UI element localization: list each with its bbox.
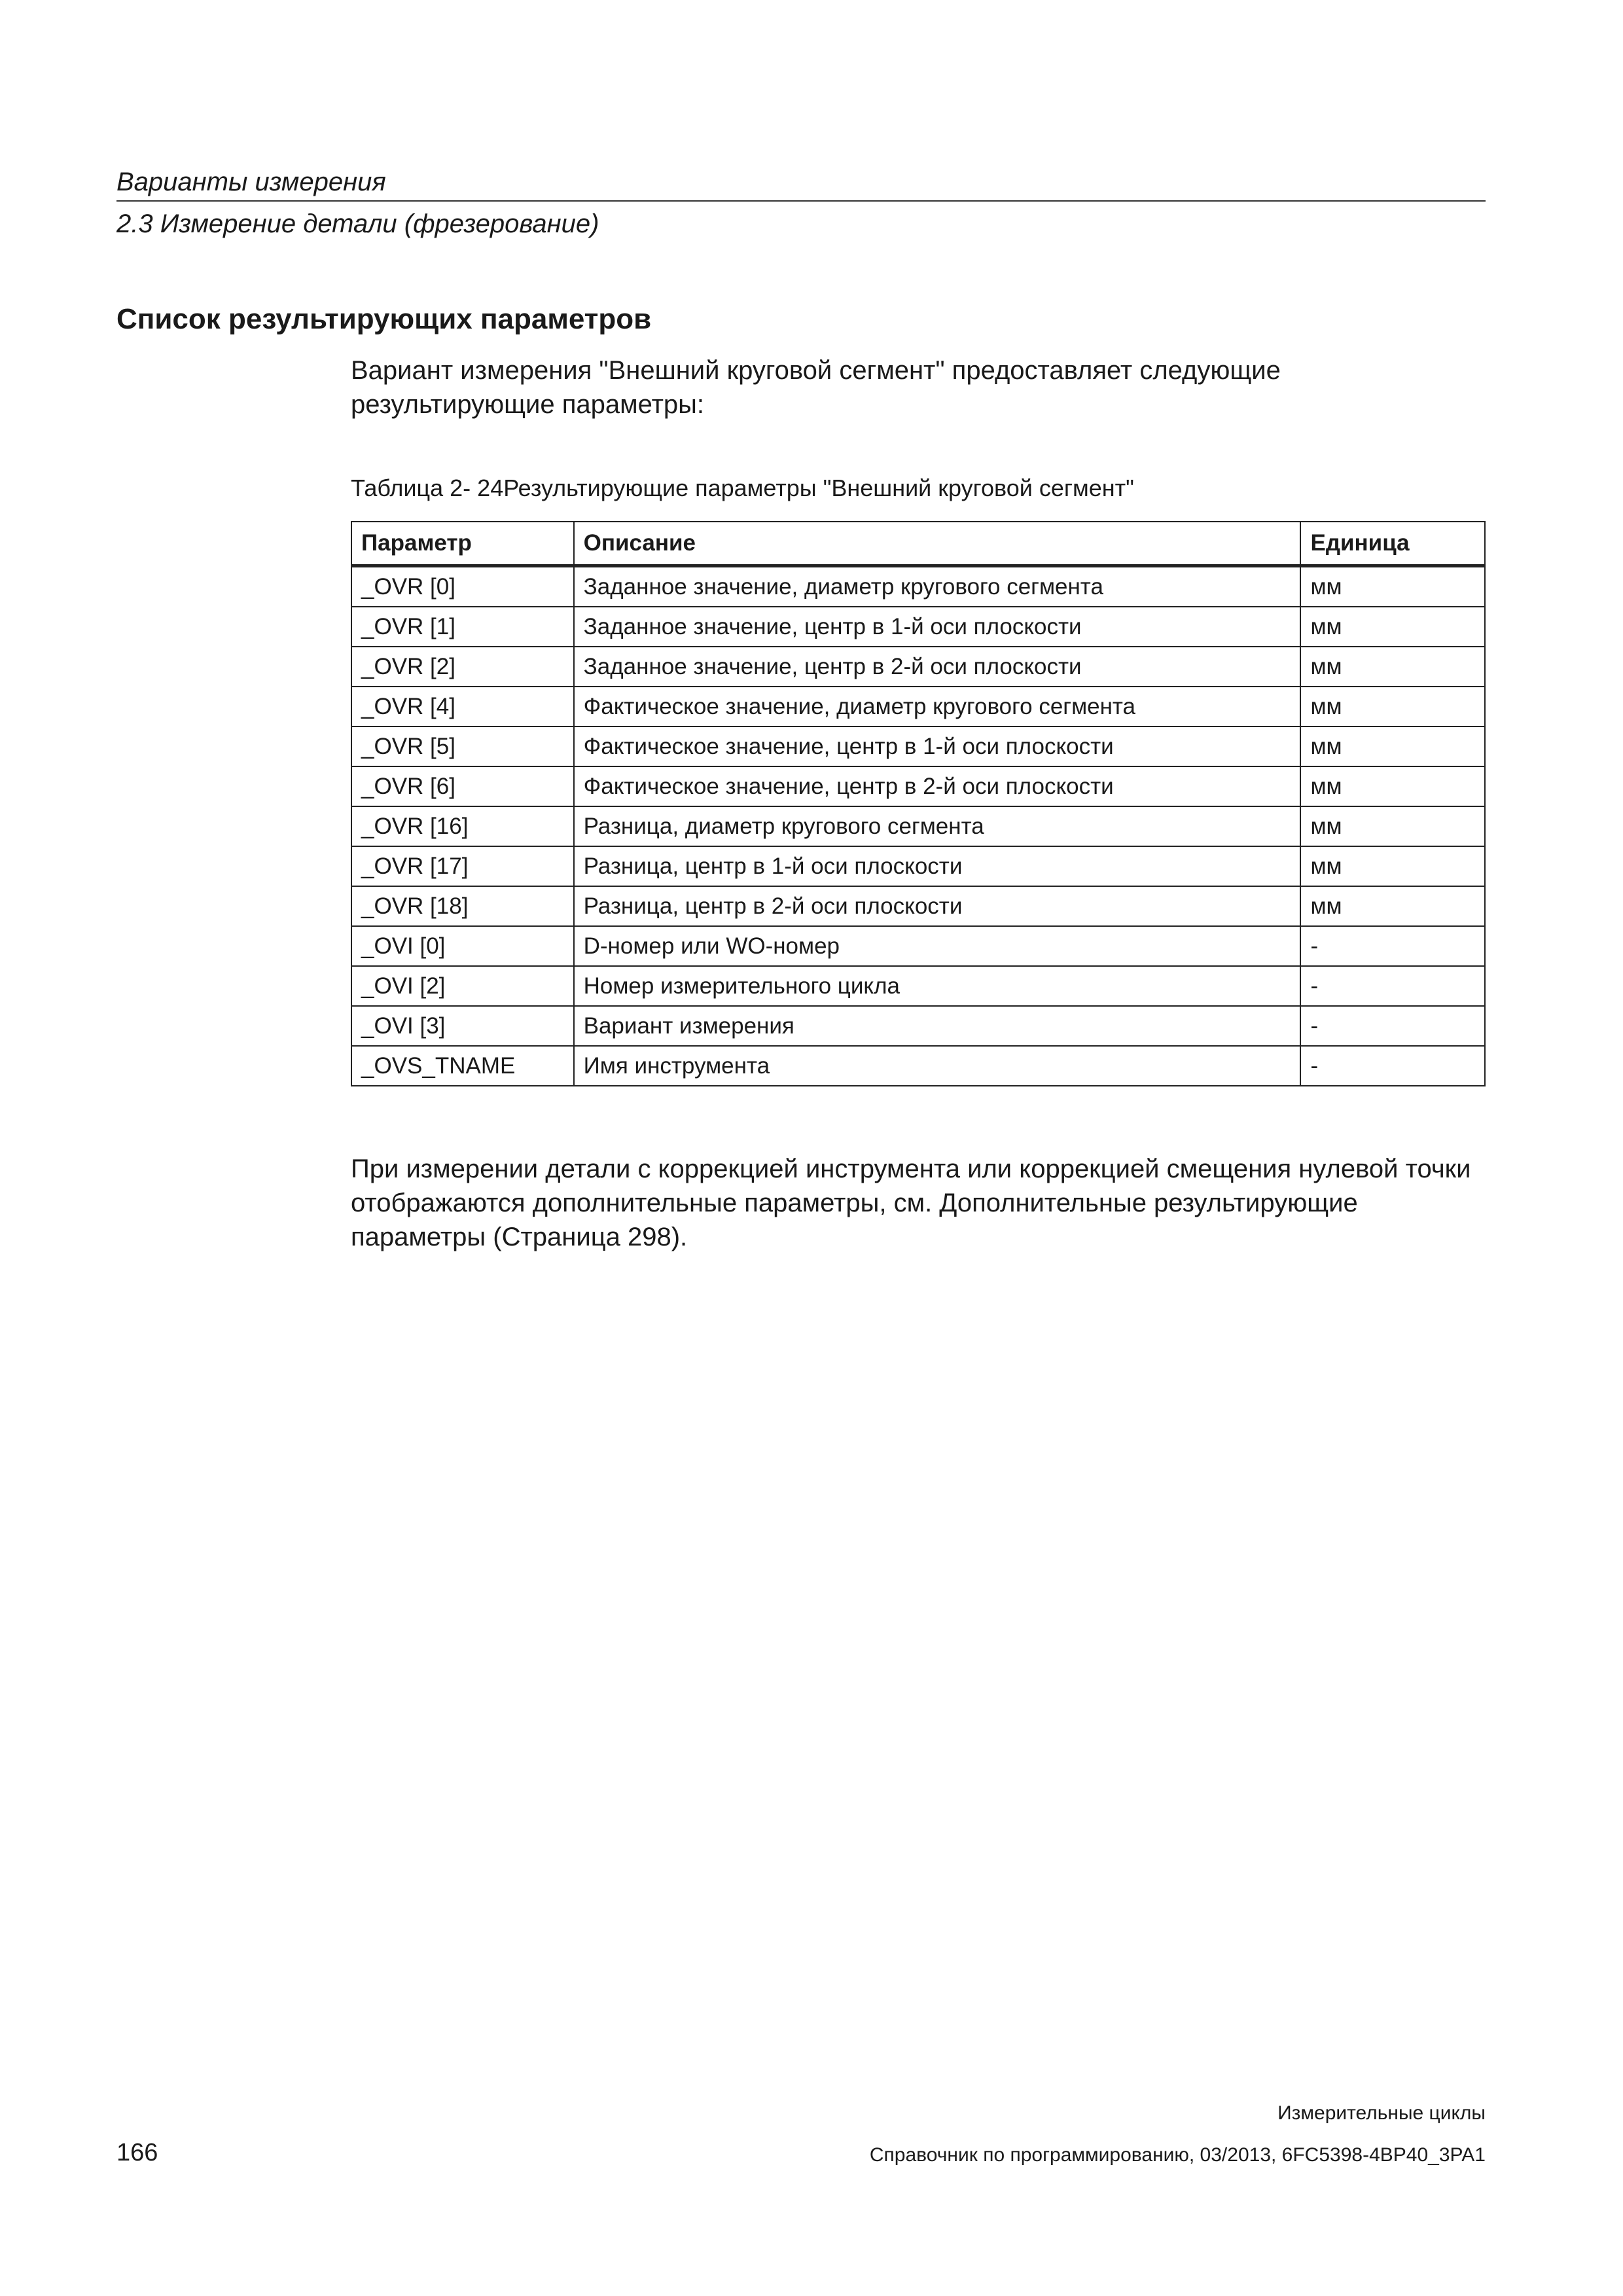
cell-parameter: _OVR [6] xyxy=(351,766,574,806)
table-row xyxy=(351,1046,1485,1086)
cell-parameter: _OVR [5] xyxy=(351,726,574,766)
table-row xyxy=(351,607,1485,647)
cell-unit: мм xyxy=(1300,607,1485,647)
cell-description: Разница, центр в 1-й оси плоскости xyxy=(574,846,1301,886)
cell-description: D-номер или WO-номер xyxy=(574,926,1301,966)
table-row xyxy=(351,926,1485,966)
running-header-section: 2.3 Измерение детали (фрезерование) xyxy=(116,209,599,238)
table-row xyxy=(351,687,1485,726)
cell-description: Заданное значение, центр в 1-й оси плоскости xyxy=(574,607,1301,647)
cell-parameter: _OVI [3] xyxy=(351,1006,574,1046)
table-header-row xyxy=(351,522,1485,566)
column-header-description: Описание xyxy=(574,522,1301,566)
table-row xyxy=(351,846,1485,886)
cell-parameter: _OVS_TNAME xyxy=(351,1046,574,1086)
cell-unit: мм xyxy=(1300,726,1485,766)
footer-doc-info: Справочник по программированию, 03/2013, 6FC5398-4BP40_3PA1 xyxy=(869,2144,1486,2166)
cell-description: Вариант измерения xyxy=(574,1006,1301,1046)
cell-parameter: _OVR [16] xyxy=(351,806,574,846)
column-header-unit: Единица xyxy=(1300,522,1485,566)
cell-parameter: _OVI [2] xyxy=(351,966,574,1006)
header-rule xyxy=(116,200,1486,202)
cell-unit: - xyxy=(1300,1046,1485,1086)
cell-description: Заданное значение, диаметр кругового сегмента xyxy=(574,566,1301,607)
table-row xyxy=(351,886,1485,926)
footer-doc-title: Измерительные циклы xyxy=(1277,2102,1486,2124)
running-header-chapter: Варианты измерения xyxy=(116,168,386,196)
table-row xyxy=(351,766,1485,806)
table-row xyxy=(351,566,1485,607)
table-body xyxy=(351,566,1485,1086)
cell-parameter: _OVR [4] xyxy=(351,687,574,726)
table-row xyxy=(351,1006,1485,1046)
cell-parameter: _OVI [0] xyxy=(351,926,574,966)
cell-parameter: _OVR [1] xyxy=(351,607,574,647)
cell-parameter: _OVR [2] xyxy=(351,647,574,687)
cell-description: Фактическое значение, центр в 2-й оси плоскости xyxy=(574,766,1301,806)
cell-description: Фактическое значение, диаметр кругового сегмента xyxy=(574,687,1301,726)
table-caption: Таблица 2- 24Результирующие параметры "Внешний круговой сегмент" xyxy=(351,475,1134,501)
table-row xyxy=(351,966,1485,1006)
cell-parameter: _OVR [17] xyxy=(351,846,574,886)
intro-paragraph: Вариант измерения "Внешний круговой сегмент" предоставляет следующие результирующие параметры: xyxy=(351,356,1281,419)
cell-unit: мм xyxy=(1300,687,1485,726)
cell-unit: мм xyxy=(1300,647,1485,687)
table-row xyxy=(351,647,1485,687)
section-title: Список результирующих параметров xyxy=(116,303,652,335)
cell-unit: - xyxy=(1300,926,1485,966)
page-number: 166 xyxy=(116,2139,158,2166)
cell-unit: - xyxy=(1300,966,1485,1006)
column-header-parameter: Параметр xyxy=(351,522,574,566)
cell-unit: - xyxy=(1300,1006,1485,1046)
closing-paragraph: При измерении детали с коррекцией инструмента или коррекцией смещения нулевой точки отображаются дополнительные параметры, см. Дополнительные результирующие параметры (Страница 298). xyxy=(351,1155,1471,1251)
cell-unit: мм xyxy=(1300,886,1485,926)
cell-unit: мм xyxy=(1300,766,1485,806)
cell-description: Имя инструмента xyxy=(574,1046,1301,1086)
cell-description: Заданное значение, центр в 2-й оси плоскости xyxy=(574,647,1301,687)
cell-unit: мм xyxy=(1300,566,1485,607)
cell-unit: мм xyxy=(1300,806,1485,846)
cell-description: Фактическое значение, центр в 1-й оси плоскости xyxy=(574,726,1301,766)
cell-description: Разница, центр в 2-й оси плоскости xyxy=(574,886,1301,926)
table-row xyxy=(351,806,1485,846)
cell-parameter: _OVR [0] xyxy=(351,566,574,607)
cell-description: Разница, диаметр кругового сегмента xyxy=(574,806,1301,846)
result-parameters-table xyxy=(351,521,1486,1086)
cell-parameter: _OVR [18] xyxy=(351,886,574,926)
table-row xyxy=(351,726,1485,766)
cell-unit: мм xyxy=(1300,846,1485,886)
cell-description: Номер измерительного цикла xyxy=(574,966,1301,1006)
